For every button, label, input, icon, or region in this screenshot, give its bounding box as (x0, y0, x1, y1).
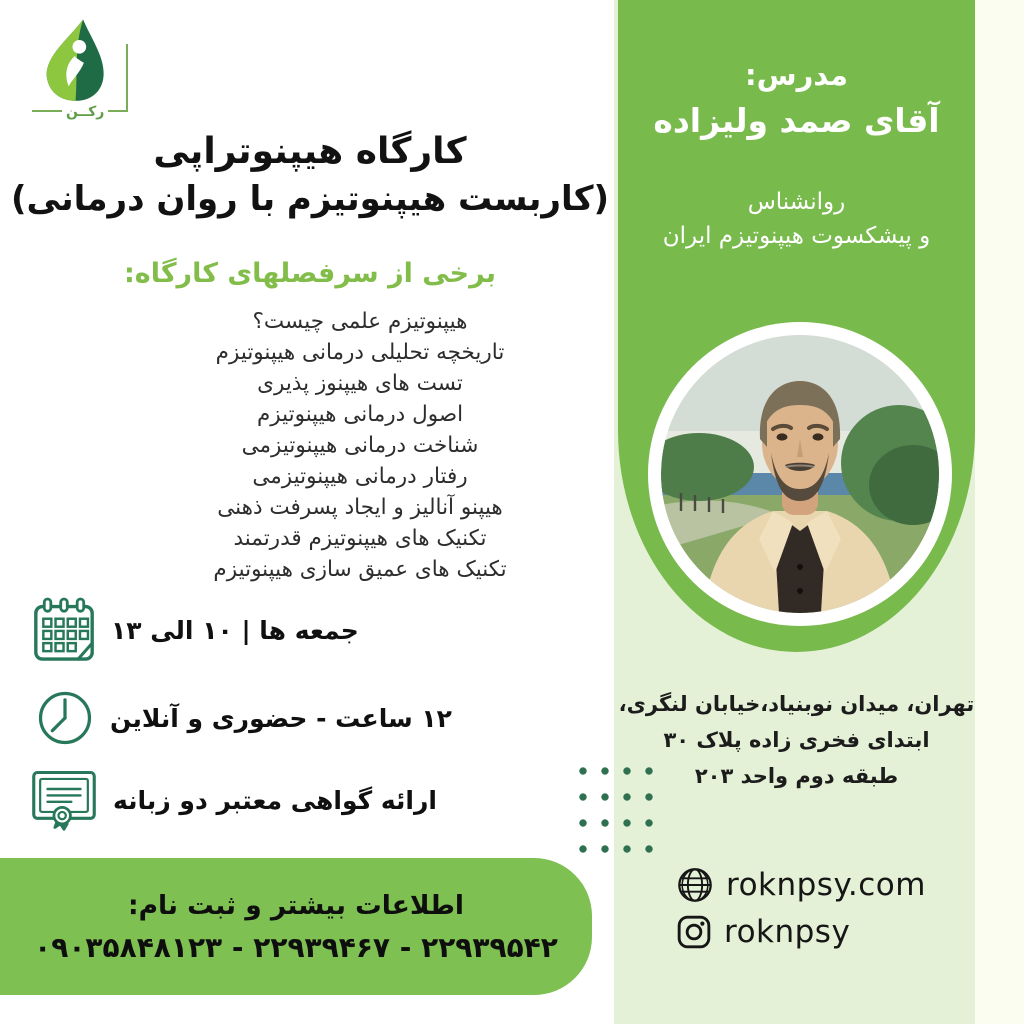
schedule-text: جمعه ها | ۱۰ الی ۱۳ (111, 615, 359, 645)
drop-person-logo-icon (36, 16, 112, 102)
instructor-credential-2: و پیشکسوت هیپنوتیزم ایران (662, 223, 931, 249)
cta-heading: اطلاعات بیشتر و ثبت نام: (128, 889, 464, 921)
certificate-icon (31, 769, 97, 831)
rokn-logo (28, 16, 128, 122)
logo-wordmark: رکــن (62, 104, 108, 120)
instructor-portrait-illustration (661, 335, 939, 613)
instagram-icon (676, 914, 712, 950)
calendar-icon (33, 597, 95, 663)
address-line: طبقه دوم واحد ۲۰۳ (694, 764, 899, 788)
registration-cta-box (0, 858, 592, 995)
workshop-title-line2: (کاربست هیپنوتیزم با روان درمانی) (10, 179, 610, 219)
instructor-photo (648, 322, 952, 626)
website-row[interactable] (676, 866, 926, 904)
certificate-row (31, 768, 437, 832)
topics-list (95, 306, 625, 585)
instructor-label: مدرس: (744, 58, 848, 92)
address-line: ابتدای فخری زاده پلاک ۳۰ (663, 728, 930, 752)
address-block (618, 686, 975, 794)
topic-item: اصول درمانی هیپنوتیزم (256, 402, 464, 427)
topic-item: هیپنو آنالیز و ایجاد پسرفت ذهنی (217, 495, 503, 520)
topic-item: تست های هیپنوز پذیری (257, 371, 463, 396)
duration-text: ۱۲ ساعت - حضوری و آنلاین (110, 703, 452, 733)
globe-icon (676, 866, 714, 904)
instructor-credential-1: روانشناس (747, 189, 846, 215)
topic-item: شناخت درمانی هیپنوتیزمی (241, 433, 479, 458)
cta-phone-numbers[interactable]: ۲۲۹۳۹۵۴۲ - ۲۲۹۳۹۴۶۷ - ۰۹۰۳۵۸۴۸۱۲۳ (34, 930, 558, 964)
duration-row (36, 688, 452, 748)
topic-item: هیپنوتیزم علمی چیست؟ (252, 309, 468, 334)
clock-icon (36, 689, 94, 747)
address-line: تهران، میدان نوبنیاد،خیابان لنگری، (618, 692, 975, 716)
topic-item: تکنیک های هیپنوتیزم قدرتمند (233, 526, 487, 551)
schedule-row (33, 595, 359, 665)
instructor-name: آقای صمد ولیزاده (653, 101, 940, 140)
dot-grid-decoration (572, 758, 666, 862)
topics-heading: برخی از سرفصلهای کارگاه: (123, 258, 497, 289)
certificate-text: ارائه گواهی معتبر دو زبانه (113, 785, 437, 815)
topic-item: تکنیک های عمیق سازی هیپنوتیزم (213, 557, 507, 582)
topic-item: تاریخچه تحلیلی درمانی هیپنوتیزم (215, 340, 505, 365)
logo-frame-line-vertical (126, 44, 128, 110)
right-edge-strip (975, 0, 1024, 1024)
instagram-row[interactable] (676, 914, 850, 950)
topic-item: رفتار درمانی هیپنوتیزمی (252, 464, 468, 489)
workshop-title-line1: کارگاه هیپنوتراپی (153, 131, 467, 172)
instagram-handle[interactable]: roknpsy (724, 914, 851, 950)
website-url[interactable]: roknpsy.com (726, 867, 926, 903)
